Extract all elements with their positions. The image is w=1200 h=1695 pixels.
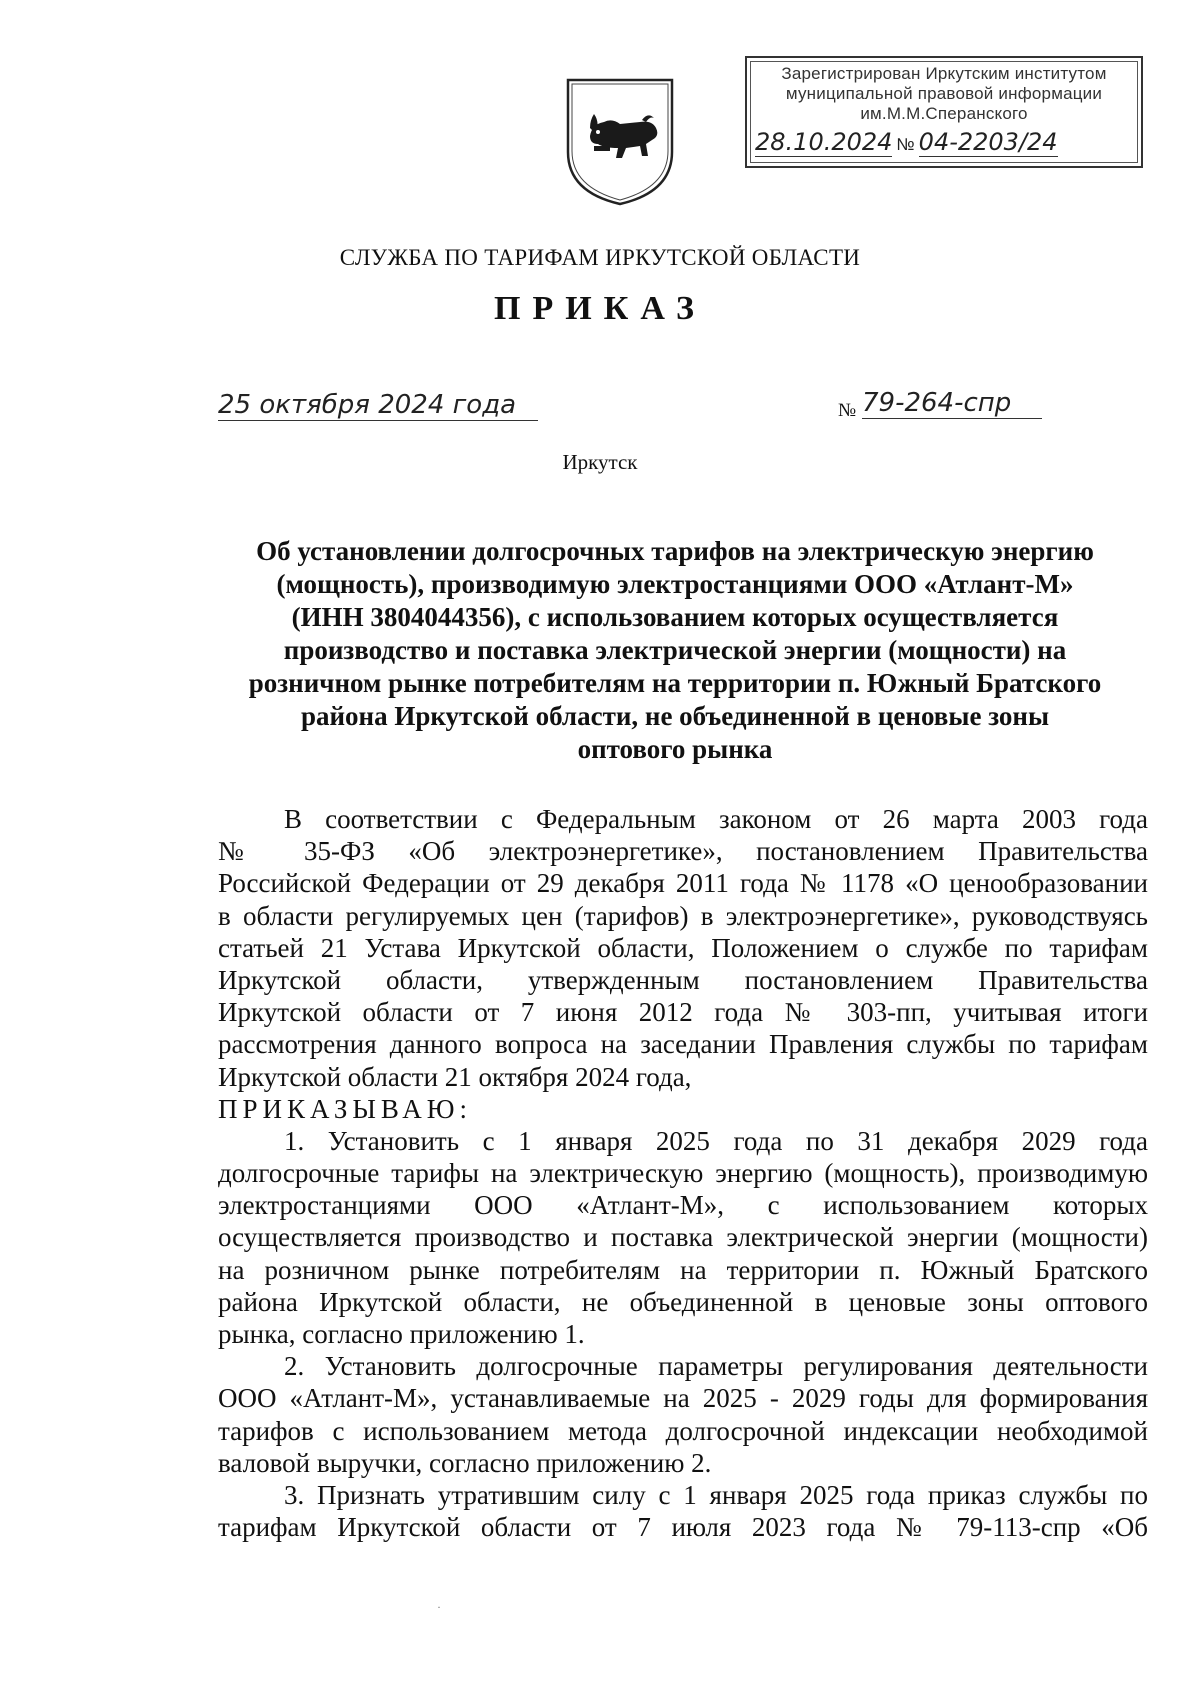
handwritten-number: 79-264-спр xyxy=(862,388,1042,419)
body-line: рынка, согласно приложению 1. xyxy=(218,1319,585,1349)
order-word: ПРИКАЗЫВАЮ: xyxy=(218,1093,472,1124)
body-line: Российской Федерации от 29 декабря 2011 года № 1178 «О ценообразовании xyxy=(218,868,1148,899)
body-line: статьей 21 Устава Иркутской области, Положением о службе по тарифам xyxy=(218,932,1148,963)
number-label: № xyxy=(838,400,857,421)
coat-of-arms-emblem xyxy=(560,74,680,209)
body-line: тарифов с использованием метода долгосрочной индексации необходимой xyxy=(218,1415,1148,1446)
heading-line: Об установлении долгосрочных тарифов на электрическую энергию xyxy=(256,536,1094,566)
document-body xyxy=(218,803,1148,1543)
handwritten-date: 25 октября 2024 года xyxy=(218,390,538,421)
body-line: Иркутской области 21 октября 2024 года, xyxy=(218,1061,692,1092)
body-line: тарифам Иркутской области от 7 июля 2023 года № 79-113-спр «Об xyxy=(218,1512,1148,1543)
body-line: электростанциями ООО «Атлант-М», с использованием которых xyxy=(218,1190,1148,1221)
body-line: Иркутской области, утвержденным постановлением Правительства xyxy=(218,964,1148,995)
stamp-reg-number: 04-2203/24 xyxy=(918,128,1058,156)
stamp-no-label: № xyxy=(896,135,915,154)
body-line: 3. Признать утратившим силу с 1 января 2025 года приказ службы по xyxy=(284,1479,1148,1510)
body-line: Иркутской области от 7 июня 2012 года № 303-пп, учитывая итоги xyxy=(218,997,1148,1028)
heading-line: оптового рынка xyxy=(577,734,773,764)
document-heading xyxy=(225,535,1125,766)
body-line: рассмотрения данного вопроса на заседании Правления службы по тарифам xyxy=(218,1029,1148,1060)
body-line: ООО «Атлант-М», устанавливаемые на 2025 - 2029 годы для формирования xyxy=(218,1383,1148,1414)
body-line: 2. Установить долгосрочные параметры регулирования деятельности xyxy=(284,1351,1148,1382)
stamp-line-2: муниципальной правовой информации xyxy=(785,84,1103,103)
heading-line: (мощность), производимую электростанциями ООО «Атлант-М» xyxy=(276,569,1074,599)
city-name: Иркутск xyxy=(562,450,638,474)
stamp-line-3: им.М.М.Сперанского xyxy=(860,104,1028,123)
heading-line: производство и поставка электрической энергии (мощности) на xyxy=(283,635,1067,665)
heading-line: района Иркутской области, не объединенной в ценовые зоны xyxy=(300,701,1050,731)
body-line: долгосрочные тарифы на электрическую энергию (мощность), производимую xyxy=(218,1158,1148,1189)
heading-line: розничном рынке потребителям на территории п. Южный Братского xyxy=(248,668,1102,698)
stamp-line-1: Зарегистрирован Иркутским институтом xyxy=(781,64,1107,83)
body-line: района Иркутской области, не объединенной в ценовые зоны оптового xyxy=(218,1286,1148,1317)
body-line: № 35-ФЗ «Об электроэнергетике», постановлением Правительства xyxy=(218,836,1148,867)
body-line: валовой выручки, согласно приложению 2. xyxy=(218,1447,712,1478)
agency-name: СЛУЖБА ПО ТАРИФАМ ИРКУТСКОЙ ОБЛАСТИ xyxy=(339,245,861,270)
body-line: на розничном рынке потребителям на территории п. Южный Братского xyxy=(218,1254,1148,1285)
scan-artifact-dot: · xyxy=(437,1600,441,1614)
stamp-reg-date: 28.10.2024 xyxy=(755,128,893,156)
stamp-registration-row xyxy=(755,128,1137,158)
body-line: В соответствии с Федеральным законом от 26 марта 2003 года xyxy=(284,804,1148,834)
document-type-title: ПРИКАЗ xyxy=(494,290,706,327)
body-line: в области регулируемых цен (тарифов) в электроэнергетике», руководствуясь xyxy=(218,900,1148,931)
body-line: осуществляется производство и поставка электрической энергии (мощности) xyxy=(218,1222,1148,1253)
heading-line: (ИНН 3804044356), с использованием которых осуществляется xyxy=(291,602,1059,632)
body-line: 1. Установить с 1 января 2025 года по 31 декабря 2029 года xyxy=(284,1125,1148,1156)
registration-stamp xyxy=(745,56,1143,168)
